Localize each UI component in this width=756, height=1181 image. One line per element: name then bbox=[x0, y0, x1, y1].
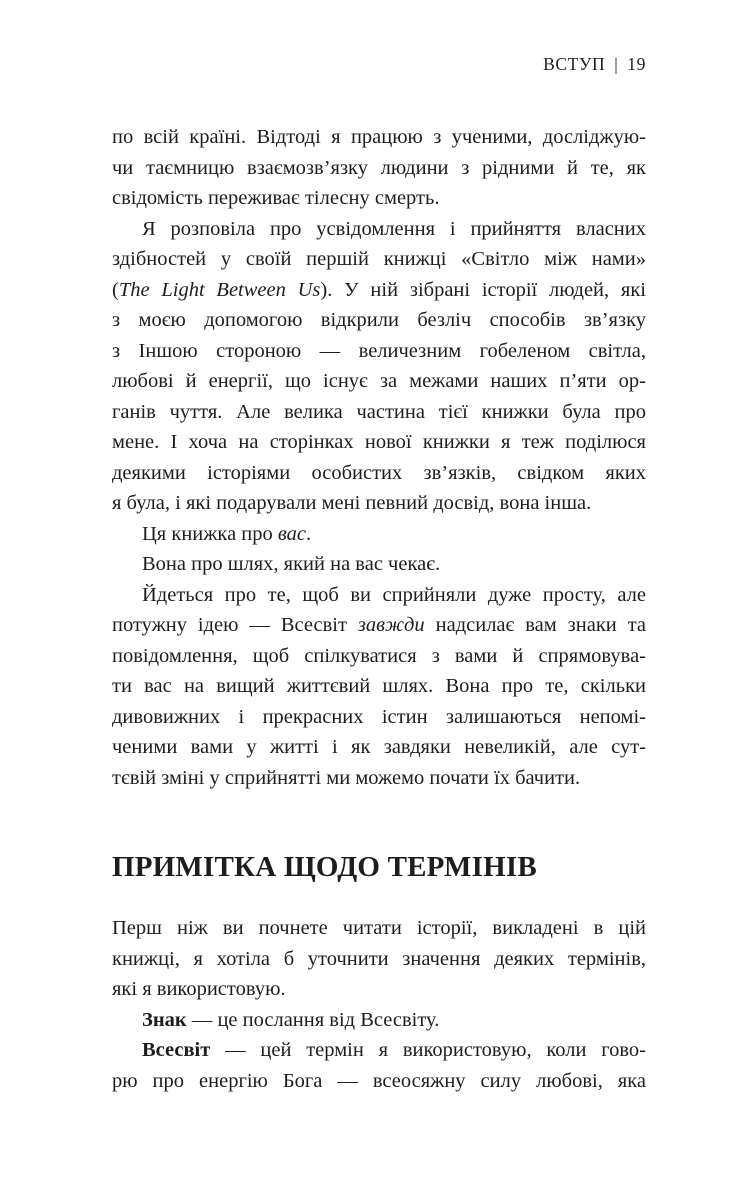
running-header bbox=[112, 53, 646, 75]
text-segment: ( bbox=[112, 278, 119, 301]
text-segment: потужну ідею — Всесвіт bbox=[112, 614, 358, 636]
text-segment: деякими історіями особистих зв’язків, свідком яких bbox=[112, 461, 646, 484]
paragraph bbox=[112, 580, 646, 794]
text-line bbox=[112, 732, 646, 763]
paragraph bbox=[112, 122, 646, 214]
text-line bbox=[112, 1005, 646, 1036]
text-line bbox=[112, 610, 646, 641]
section-heading: ПРИМІТКА ЩОДО ТЕРМІНІВ bbox=[112, 851, 537, 883]
text-segment: — це послання від Всесвіту. bbox=[186, 1008, 440, 1031]
text-line bbox=[112, 305, 646, 336]
text-segment: — цей термін я використовую, коли гово- bbox=[210, 1039, 646, 1061]
text-line bbox=[112, 458, 646, 489]
italic-text: вас bbox=[277, 522, 307, 545]
text-line bbox=[112, 214, 646, 245]
italic-text: The Light Between Us bbox=[118, 278, 321, 301]
running-header-separator: | bbox=[614, 54, 619, 74]
text-line bbox=[112, 183, 646, 214]
text-line bbox=[112, 244, 646, 275]
text-line bbox=[112, 702, 646, 733]
paragraph bbox=[112, 1035, 646, 1096]
text-line bbox=[112, 1066, 646, 1097]
text-line bbox=[112, 519, 646, 550]
text-line bbox=[112, 580, 646, 611]
text-segment: я була, і які подарували мені певний досвід, вона інша. bbox=[112, 492, 592, 514]
text-segment: рю про енергію Бога — всеосяжну силу любові, яка bbox=[112, 1069, 646, 1092]
text-line bbox=[112, 153, 646, 184]
paragraph bbox=[112, 519, 646, 550]
text-line bbox=[112, 1035, 646, 1066]
text-segment: ченими вами у житті і як завдяки невеликій, але сут- bbox=[112, 736, 646, 758]
text-line bbox=[112, 122, 646, 153]
text-segment: любові й енергії, що існує за межами наших п’яти ор- bbox=[112, 370, 646, 392]
bold-term: Знак bbox=[142, 1008, 187, 1031]
text-segment: мене. І хоча на сторінках нової книжки я теж поділюся bbox=[112, 431, 646, 453]
text-segment: дивовижних і прекрасних істин залишаються непомі- bbox=[112, 705, 646, 728]
text-segment: повідомлення, щоб спілкуватися з вами й спрямовува- bbox=[112, 644, 646, 667]
text-segment: з моєю допомогою відкрили безліч способів зв’язку bbox=[112, 309, 646, 331]
text-segment: здібностей у своїй першій книжці «Світло між нами» bbox=[112, 248, 646, 270]
text-segment: надсилає вам знаки та bbox=[424, 614, 646, 636]
text-segment: свідомість переживає тілесну смерть. bbox=[112, 187, 440, 209]
text-segment: ти вас на вищий життєвий шлях. Вона про те, скільки bbox=[112, 675, 646, 697]
text-segment: з Іншою стороною — величезним гобеленом світла, bbox=[112, 339, 646, 362]
paragraph bbox=[112, 1005, 646, 1036]
text-flow bbox=[112, 122, 646, 1096]
text-line bbox=[112, 275, 646, 306]
text-segment: . bbox=[306, 522, 312, 545]
text-line bbox=[112, 427, 646, 458]
text-segment: книжці, я хотіла б уточнити значення деяких термінів, bbox=[112, 947, 646, 970]
text-line bbox=[112, 913, 646, 944]
text-line bbox=[112, 397, 646, 428]
paragraph bbox=[112, 913, 646, 1005]
text-line bbox=[112, 336, 646, 367]
text-segment: чи таємницю взаємозв’язку людини з рідними й те, як bbox=[112, 156, 646, 179]
running-header-page-number: 19 bbox=[627, 54, 646, 74]
text-segment: ). У ній зібрані історії людей, які bbox=[320, 278, 646, 301]
paragraph bbox=[112, 549, 646, 580]
text-line bbox=[112, 944, 646, 975]
text-line bbox=[112, 974, 646, 1005]
bold-term: Всесвіт bbox=[142, 1039, 211, 1061]
text-segment: по всій країні. Відтоді я працюю з ученими, досліджую- bbox=[112, 126, 646, 148]
text-segment: Йдеться про те, щоб ви сприйняли дуже просту, але bbox=[142, 583, 646, 606]
text-line bbox=[112, 488, 646, 519]
text-segment: Ця книжка про bbox=[142, 522, 278, 545]
text-line bbox=[112, 366, 646, 397]
paragraph bbox=[112, 214, 646, 519]
text-line bbox=[112, 641, 646, 672]
text-segment: ганів чуття. Але велика частина тієї книжки була про bbox=[112, 400, 646, 423]
text-segment: Вона про шлях, який на вас чекає. bbox=[142, 553, 441, 575]
text-segment: тєвій зміні у сприйнятті ми можемо почати їх бачити. bbox=[112, 766, 581, 789]
text-line bbox=[112, 763, 646, 794]
text-segment: Перш ніж ви почнете читати історії, викладені в цій bbox=[112, 917, 646, 939]
italic-text: завжди bbox=[357, 614, 425, 636]
running-header-chapter: ВСТУП bbox=[543, 54, 606, 74]
text-segment: які я використовую. bbox=[112, 978, 286, 1000]
text-line bbox=[112, 549, 646, 580]
text-segment: Я розповіла про усвідомлення і прийняття власних bbox=[142, 217, 646, 240]
text-line bbox=[112, 671, 646, 702]
